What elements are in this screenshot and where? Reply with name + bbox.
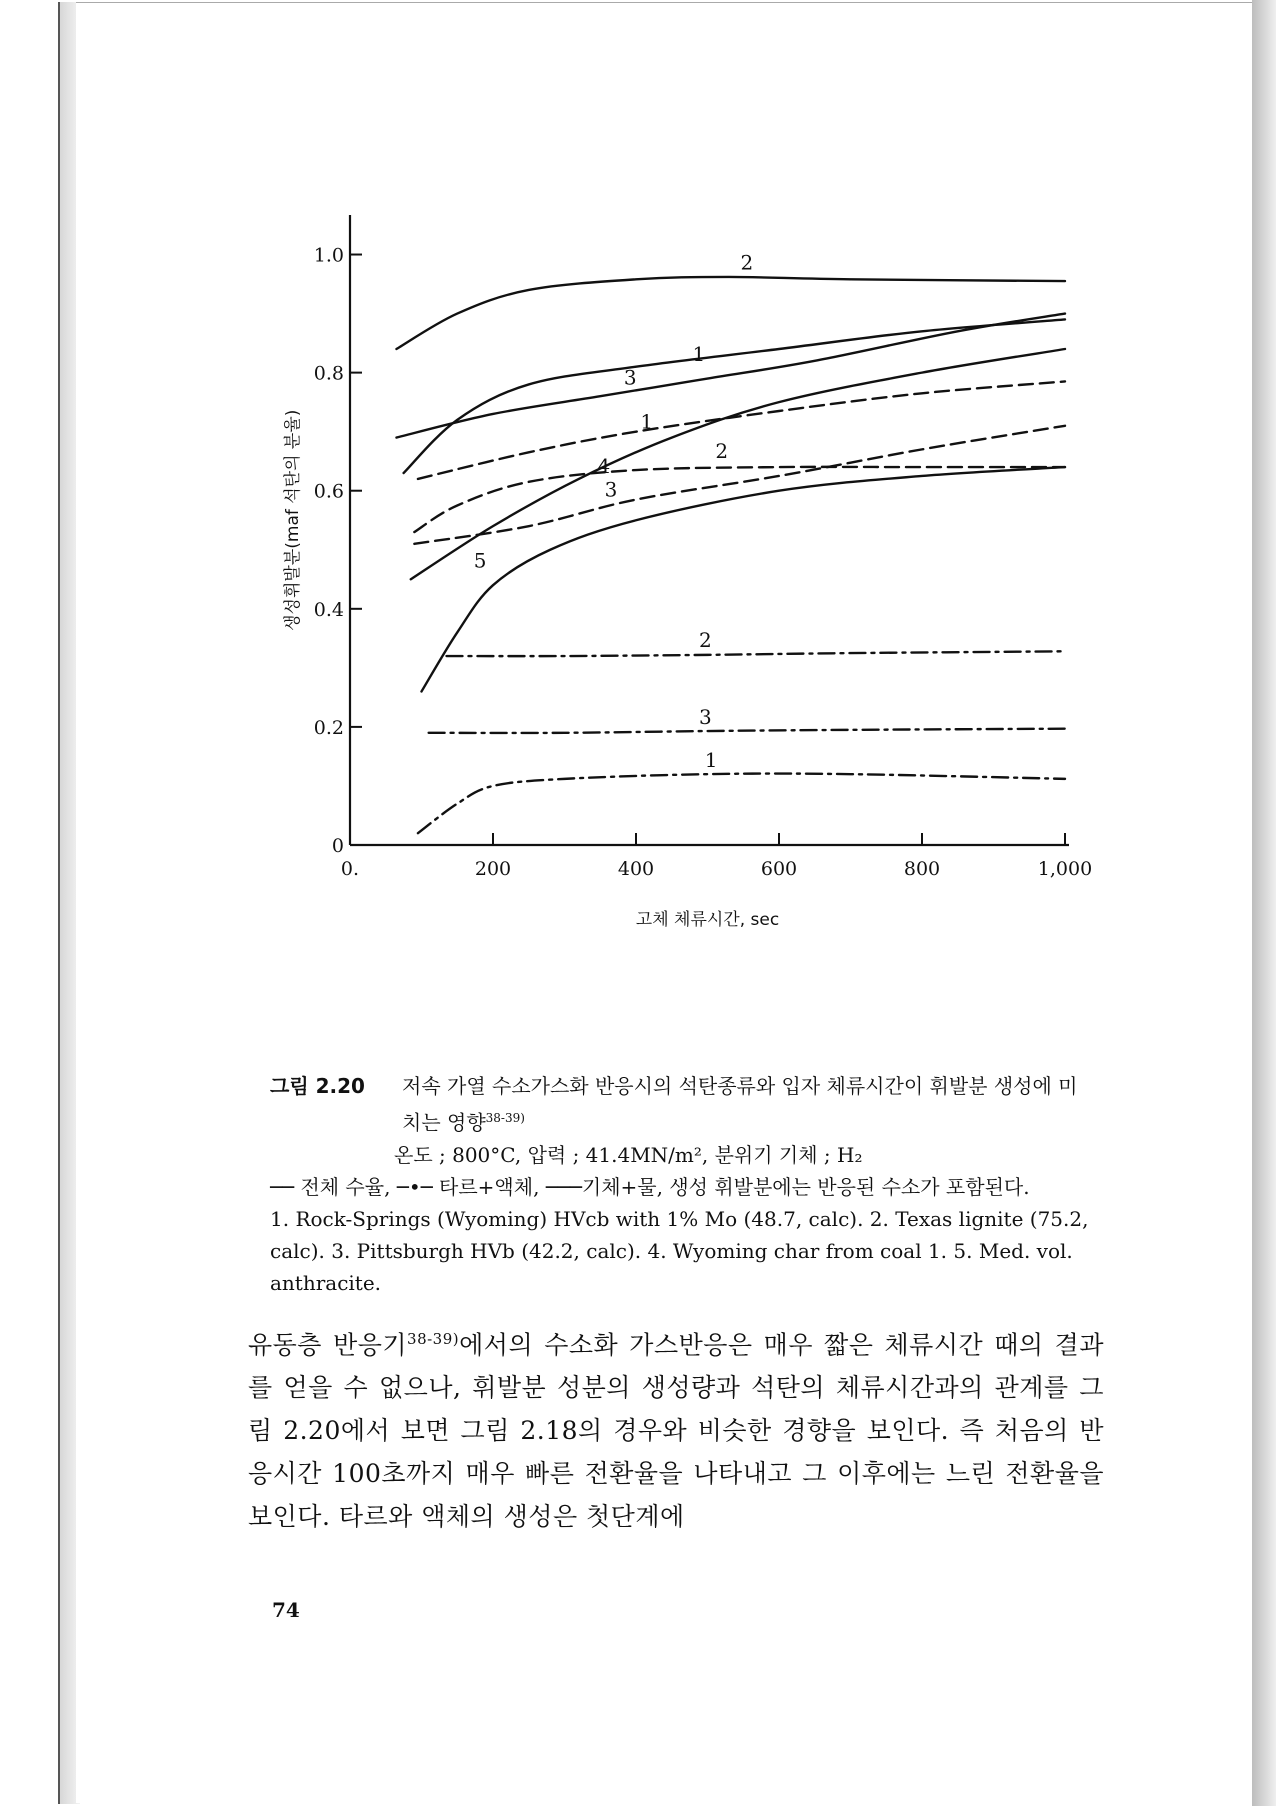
y-tick-label: 1.0 xyxy=(313,244,344,267)
series-line-solid-4 xyxy=(411,349,1065,579)
figure-caption xyxy=(270,1070,1100,1299)
x-tick-label: 400 xyxy=(617,858,655,880)
series-line-dashdot-2 xyxy=(447,651,1065,656)
series-line-solid-3 xyxy=(396,314,1065,438)
series-line-dashdot-1 xyxy=(418,774,1065,834)
body-ref: 38-39) xyxy=(407,1330,460,1348)
x-tick-label: 600 xyxy=(760,858,798,880)
figure-title xyxy=(402,1070,1092,1139)
curve-label: 1 xyxy=(640,409,654,434)
curve-label: 3 xyxy=(623,365,637,390)
body-part1: 유동층 반응기 xyxy=(248,1330,408,1360)
series-line-dashed-1 xyxy=(418,381,1065,478)
figure-number: 그림 2.20 xyxy=(270,1074,365,1098)
caption-heading xyxy=(270,1070,1100,1139)
figure-title-text: 저속 가열 수소가스화 반응시의 석탄종류와 입자 체류시간이 휘발분 생성에 미치는 영향 xyxy=(402,1074,1078,1135)
curve-label: 3 xyxy=(698,704,712,729)
series-line-solid-1 xyxy=(404,319,1065,473)
curve-label: 4 xyxy=(597,454,611,478)
curve-label: 2 xyxy=(715,439,729,464)
curve-label: 5 xyxy=(473,548,487,573)
x-tick-label: 1,000 xyxy=(1037,858,1093,880)
figure-title-ref: 38-39) xyxy=(485,1111,525,1125)
series-line-solid-5 xyxy=(422,467,1066,691)
x-tick-label: 800 xyxy=(903,858,941,880)
figure-chart xyxy=(270,200,1100,1060)
figure-legend-text: ── 전체 수율, ─•─ 타르+액체, ───기체+물, 생성 휘발분에는 반응된 수소가 포함된다. xyxy=(270,1174,1030,1199)
y-axis-title: 생성휘발분(maf 석탄의 분율) xyxy=(283,409,303,631)
y-tick-label: 0.2 xyxy=(313,716,344,739)
x-tick-label: 0. xyxy=(340,858,360,880)
body-paragraph xyxy=(248,1318,1104,1538)
body-part2: 에서의 수소화 가스반응은 매우 짧은 체류시간 때의 결과를 얻을 수 없으나, 휘발분 성분의 생성량과 석탄의 체류시간과의 관계를 그림 2.20에서 보면 그림 2.18의 경우와 비슷한 경향을 보인다. 즉 처음의 반응시간 100초까지 매우 빠른 전환율을 나타내고 그 이후에는 느린 전환율을 보인다. 타르와 액체의 생성은 첫단계에 xyxy=(248,1330,1104,1532)
y-tick-label: 0.8 xyxy=(313,362,344,385)
chart-svg xyxy=(270,200,1100,1060)
curve-label: 1 xyxy=(704,748,718,773)
y-tick-label: 0 xyxy=(331,835,344,857)
series-line-solid-2 xyxy=(396,277,1065,349)
curve-label: 1 xyxy=(692,341,706,366)
x-axis-title: 고체 체류시간, sec xyxy=(635,910,780,930)
curve-label: 2 xyxy=(740,250,754,275)
figure-samples: 1. Rock-Springs (Wyoming) HVcb with 1% Mo (48.7, calc). 2. Texas lignite (75.2, calc). 3. Pittsburgh HVb (42.2, calc). 4. Wyoming char from coal 1. 5. Med. vol. anthracite. xyxy=(270,1206,1089,1295)
figure-conditions: 온도 ; 800°C, 압력 ; 41.4MN/m², 분위기 기체 ; H₂ xyxy=(394,1142,863,1167)
x-tick-label: 200 xyxy=(474,858,512,880)
series-line-dashed-2 xyxy=(414,467,1065,532)
curve-label: 2 xyxy=(698,628,712,653)
page-shadow xyxy=(1252,0,1276,1806)
y-tick-label: 0.6 xyxy=(313,480,344,503)
y-tick-label: 0.4 xyxy=(313,598,344,621)
curve-label: 3 xyxy=(604,477,618,502)
page-number: 74 xyxy=(272,1598,300,1622)
series-line-dashdot-3 xyxy=(429,729,1065,733)
body-text xyxy=(248,1318,1104,1538)
